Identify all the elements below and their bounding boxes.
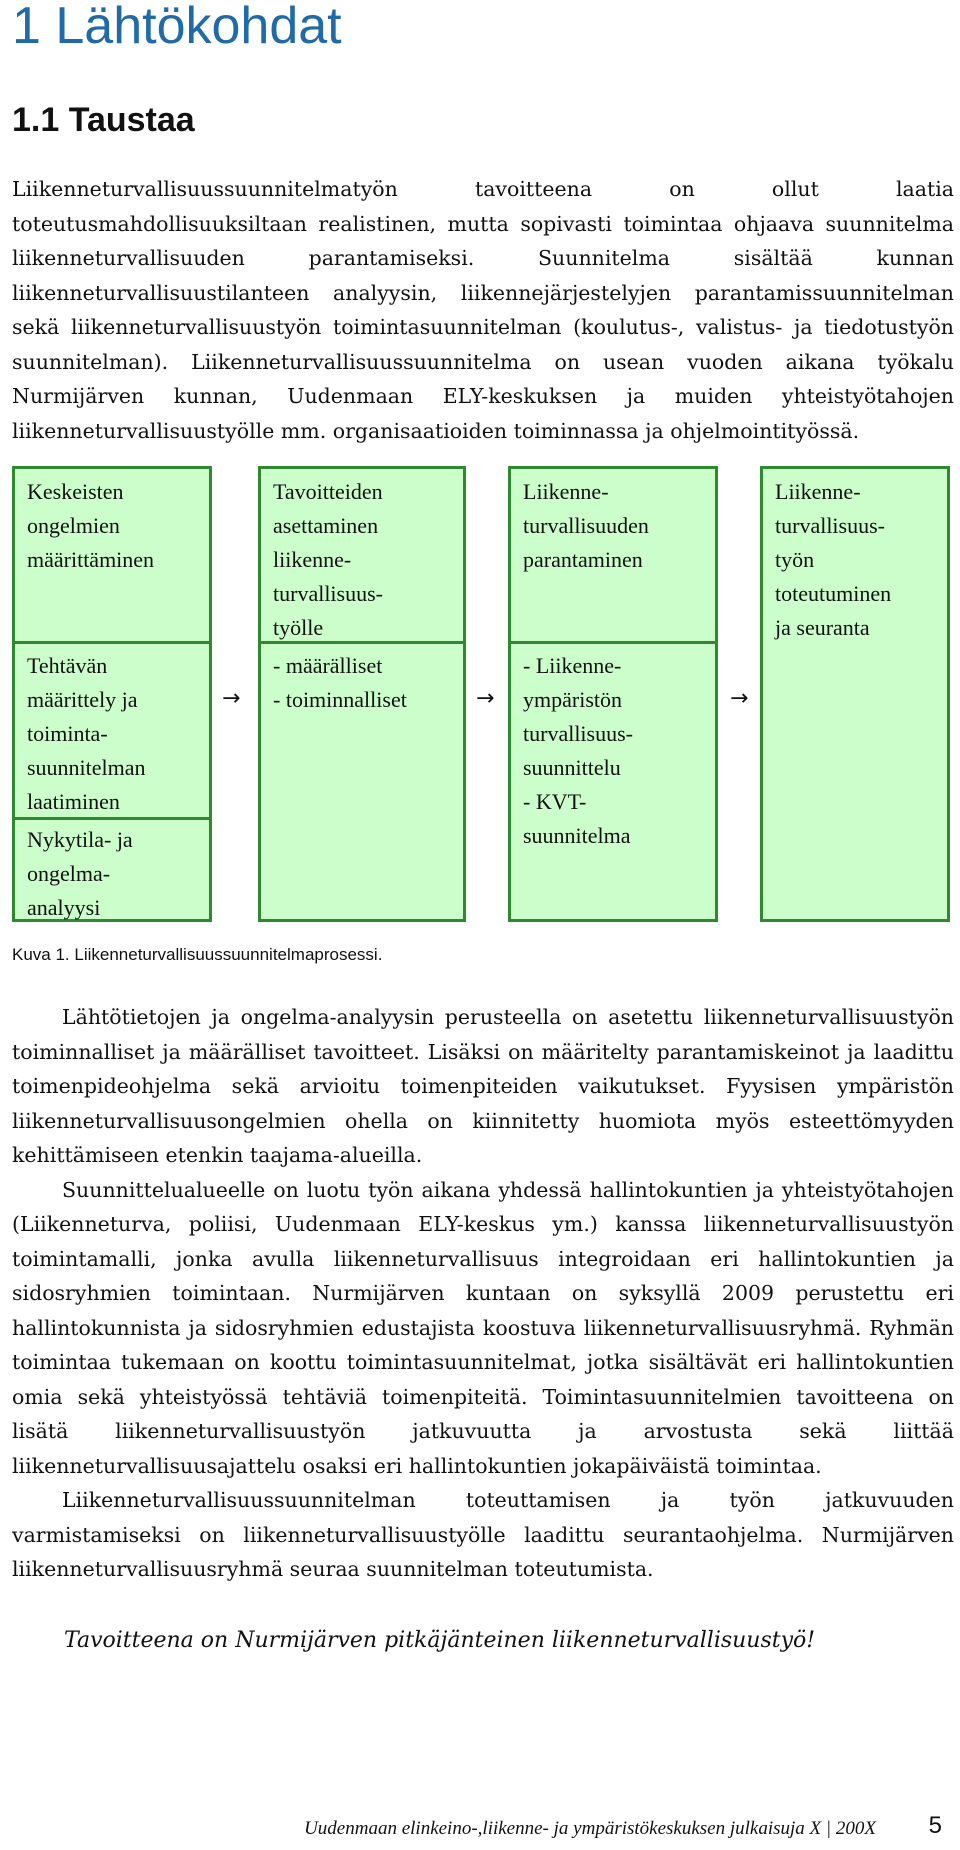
box-line: turvallisuus- [273, 581, 383, 606]
body-paragraph: Lähtötietojen ja ongelma-analyysin perusteella on asetettu liikenneturvallisuustyön toiminnalliset ja määrälliset tavoitteet. Lisäksi on määritelty parantamiskeinot ja laadittu toimenpideohjelma sekä arvioitu toimenpiteiden vaikutukset. Fyysisen ympäristön liikenneturvallisuusongelmien ohella on kiinnitetty huomiota myös esteettömyyden kehittämiseen etenkin taajama-alueilla. [12, 1005, 954, 1167]
box1-cell-analysis [27, 823, 133, 925]
box1-cell-problems [27, 475, 154, 577]
cell-divider [261, 641, 463, 644]
body-text [12, 1000, 954, 1587]
box-line: turvallisuus- [523, 721, 633, 746]
tagline: Tavoitteena on Nurmijärven pitkäjänteinen liikenneturvallisuustyö! [64, 1628, 816, 1653]
box-line: toteutuminen [775, 581, 892, 606]
chapter-heading: 1 Lähtökohdat [12, 0, 342, 55]
arrow-right-icon: → [222, 686, 241, 711]
box-line: - Liikenne- [523, 653, 622, 678]
box-line: työn [775, 547, 815, 572]
figure-caption: Kuva 1. Liikenneturvallisuussuunnitelmaprosessi. [12, 945, 383, 964]
box-line: toiminta- [27, 721, 108, 746]
box-line: ongelma- [27, 861, 111, 886]
box-line: analyysi [27, 895, 101, 920]
box-line: ja seuranta [775, 615, 870, 640]
diagram-box-3 [508, 466, 718, 922]
diagram-box-1 [12, 466, 212, 922]
arrow-right-icon: → [476, 686, 495, 711]
section-heading: 1.1 Taustaa [12, 101, 195, 139]
box2-cell-types [273, 649, 407, 717]
box-line: asettaminen [273, 513, 379, 538]
box-line: liikenne- [273, 547, 352, 572]
box-line: - KVT- [523, 789, 587, 814]
box-line: työlle [273, 615, 324, 640]
box-line: turvallisuus- [775, 513, 885, 538]
box-line: ongelmien [27, 513, 120, 538]
intro-paragraph: Liikenneturvallisuussuunnitelmatyön tavoitteena on ollut laatia toteutusmahdollisuuksiltaan realistinen, mutta sopivasti toimintaa ohjaava suunnitelma liikenneturvallisuuden parantamiseksi. Suunnitelma sisältää kunnan liikenneturvallisuustilanteen analyysin, liikennejärjestelyjen parantamissuunnitelman sekä liikenneturvallisuustyön toimintasuunnitelman (koulutus-, valistus- ja tiedotustyön suunnitelman). Liikenneturvallisuussuunnitelma on usean vuoden aikana työkalu Nurmijärven kunnan, Uudenmaan ELY-keskuksen ja muiden yhteistyötahojen liikenneturvallisuustyölle mm. organisaatioiden toiminnassa ja ohjelmointityössä. [12, 177, 954, 443]
box-line: ympäristön [523, 687, 622, 712]
box2-cell-goals [273, 475, 383, 645]
diagram-box-2 [258, 466, 466, 922]
cell-divider [15, 817, 209, 820]
box-line: Liikenne- [775, 479, 861, 504]
box-line: parantaminen [523, 547, 643, 572]
box-line: Nykytila- ja [27, 827, 133, 852]
body-paragraph: Liikenneturvallisuussuunnitelman toteuttamisen ja työn jatkuvuuden varmistamiseksi on liikenneturvallisuustyölle laadittu seurantaohjelma. Nurmijärven liikenneturvallisuusryhmä seuraa suunnitelman toteutumista. [12, 1488, 954, 1581]
box3-cell-improvement [523, 475, 649, 577]
box-line: turvallisuuden [523, 513, 649, 538]
box-line: Tehtävän [27, 653, 108, 678]
box-line: - toiminnalliset [273, 687, 407, 712]
box3-cell-measures [523, 649, 633, 853]
body-paragraph: Suunnittelualueelle on luotu työn aikana yhdessä hallintokuntien ja yhteistyötahojen (Liikenneturva, poliisi, Uudenmaan ELY-keskus ym.) kanssa liikenneturvallisuustyön toimintamalli, jonka avulla liikenneturvallisuus integroidaan eri hallintokuntien ja sidosryhmien toimintaan. Nurmijärven kuntaan on syksyllä 2009 perustettu eri hallintokunnista ja sidosryhmien edustajista koostuva liikenneturvallisuusryhmä. Ryhmän toimintaa tukemaan on koottu toimintasuunnitelmat, jotka sisältävät eri hallintokuntien omia sekä yhteistyössä tehtäviä toimenpiteitä. Toimintasuunnitelmien tavoitteena on lisätä liikenneturvallisuustyön jatkuvuutta ja arvostusta sekä liittää liikenneturvallisuusajattelu osaksi eri hallintokuntien jokapäiväistä toimintaa. [12, 1177, 954, 1478]
box-line: - määrälliset [273, 653, 383, 678]
page-number: 5 [928, 1812, 942, 1839]
box-line: määrittäminen [27, 547, 155, 572]
box-line: Keskeisten [27, 479, 124, 504]
box-line: määrittely ja [27, 687, 138, 712]
box-line: suunnittelu [523, 755, 621, 780]
cell-divider [15, 641, 209, 644]
footer-publication: Uudenmaan elinkeino-,liikenne- ja ympäristökeskuksen julkaisuja X | 200X [304, 1818, 876, 1839]
box-line: suunnitelman [27, 755, 146, 780]
cell-divider [511, 641, 715, 644]
box-line: laatiminen [27, 789, 120, 814]
box4-cell-followup [775, 475, 891, 645]
arrow-right-icon: → [730, 686, 749, 711]
box1-cell-task [27, 649, 146, 819]
box-line: Liikenne- [523, 479, 609, 504]
box-line: Tavoitteiden [273, 479, 383, 504]
box-line: suunnitelma [523, 823, 631, 848]
diagram-box-4 [760, 466, 950, 922]
